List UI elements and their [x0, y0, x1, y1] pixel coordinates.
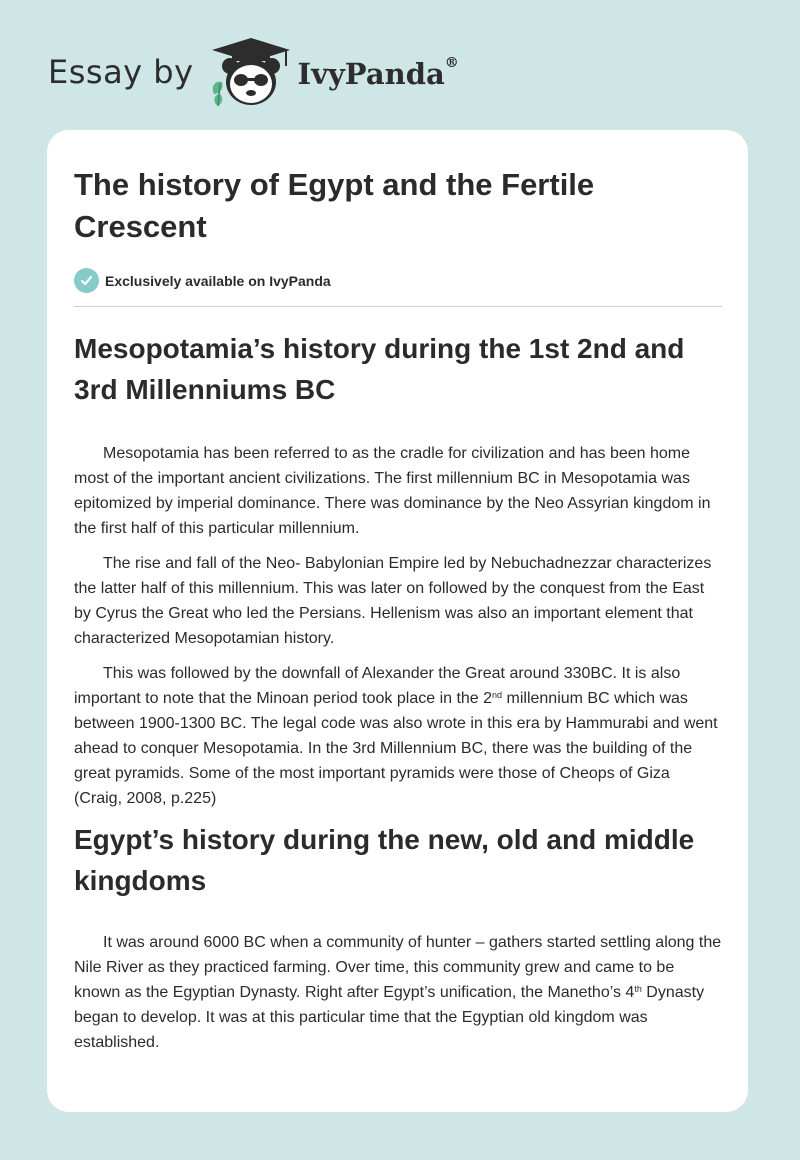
brand-name: IvyPanda®	[297, 55, 459, 91]
section-heading: Egypt’s history during the new, old and middle kingdoms	[74, 824, 695, 896]
essay-by-label: Essay by	[48, 53, 194, 91]
divider	[74, 306, 722, 307]
panda-graduate-icon[interactable]	[208, 36, 294, 108]
ordinal-suffix: nd	[492, 690, 503, 700]
section-heading: Mesopotamia’s history during the 1st 2nd and 3rd Millenniums BC	[74, 333, 685, 405]
exclusive-badge	[74, 268, 722, 293]
paragraph: It was around 6000 BC when a community of hunter – gathers started settling along the Nile River as they practiced farming. Over time, this community grew and came to be known as the Egyptian Dynasty. Right after Egypt’s unification, the Manetho’s 4th Dynasty began to develop. It was at this particular time that the Egyptian old kingdom was established.	[74, 934, 722, 1051]
paragraph: This was followed by the downfall of Alexander the Great around 330BC. It is also important to note that the Minoan period took place in the 2nd millennium BC which was between 1900-1300 BC. The legal code was also wrote in this era by Hammurabi and went ahead to conquer Mesopotamia. In the 3rd Millennium BC, there was the building of the great pyramids. Some of the most important pyramids were those of Cheops of Giza (Craig, 2008, p.225)	[74, 665, 718, 807]
paragraph: The rise and fall of the Neo- Babylonian Empire led by Nebuchadnezzar characterizes the latter half of this millennium. This was later on followed by the conquest from the East by Cyrus the Great who led the Persians. Hellenism was also an important element that characterized Mesopotamian history.	[74, 555, 712, 647]
check-circle-icon	[74, 268, 99, 293]
badge-label: Exclusively available on IvyPanda	[105, 272, 331, 289]
paragraph: Mesopotamia has been referred to as the cradle for civilization and has been home most of the important ancient civilizations. The first millennium BC in Mesopotamia was epitomized by imperial dominance. There was dominance by the Neo Assyrian kingdom in the first half of this particular millennium.	[74, 445, 711, 537]
registered-mark: ®	[444, 55, 459, 71]
site-header	[48, 36, 459, 108]
ordinal-suffix: th	[634, 984, 642, 994]
article-title: The history of Egypt and the Fertile Crescent	[74, 167, 595, 244]
article-card	[47, 130, 748, 1112]
